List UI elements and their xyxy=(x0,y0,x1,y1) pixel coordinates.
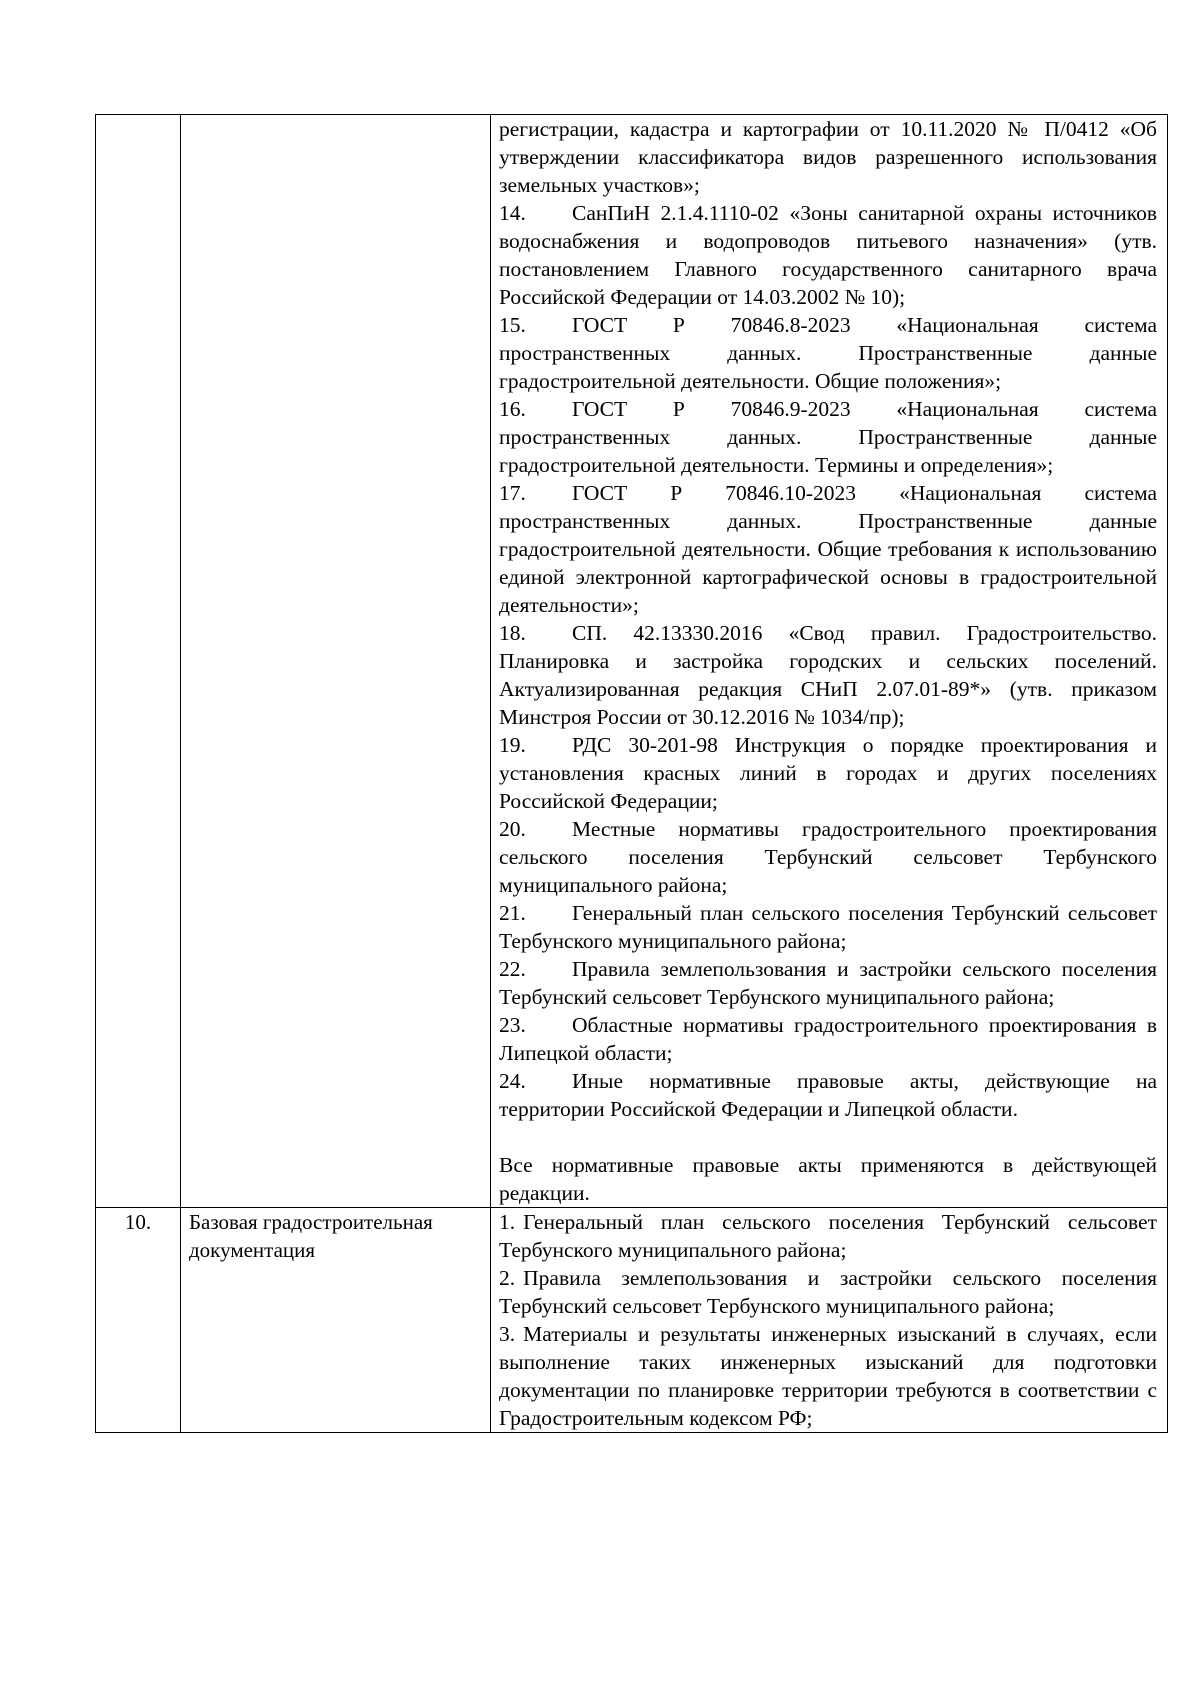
list-item xyxy=(499,311,1157,395)
row-name-cell: Базовая градостроительная документация xyxy=(181,1208,491,1433)
row-content-cell xyxy=(491,1208,1168,1433)
paragraph-spacer xyxy=(499,1123,1157,1151)
list-item xyxy=(499,899,1157,955)
item-text: СанПиН 2.1.4.1110-02 «Зоны санитарной охраны источников водоснабжения и водопроводов питьевого назначения» (утв. постановлением Главного государственного санитарного врача Российской Федерации от 14.03.2002 № 10); xyxy=(499,201,1157,309)
list-item xyxy=(499,619,1157,731)
list-item xyxy=(499,731,1157,815)
item-number: 2. xyxy=(499,1266,516,1290)
item-text: ГОСТ Р 70846.8-2023 «Национальная система пространственных данных. Пространственные данные градостроительной деятельности. Общие положения»; xyxy=(499,313,1157,393)
item-number: 3. xyxy=(499,1322,516,1346)
requirements-table xyxy=(95,114,1168,1433)
item-text: Областные нормативы градостроительного проектирования в Липецкой области; xyxy=(499,1013,1157,1065)
item-text: РДС 30-201-98 Инструкция о порядке проектирования и установления красных линий в городах и других поселениях Российской Федерации; xyxy=(499,733,1157,813)
item-text: Материалы и результаты инженерных изысканий в случаях, если выполнение таких инженерных изысканий для подготовки документации по планировке территории требуются в соответствии с Градостроительным кодексом РФ; xyxy=(499,1322,1157,1430)
item-text: ГОСТ Р 70846.9-2023 «Национальная система пространственных данных. Пространственные данные градостроительной деятельности. Термины и определения»; xyxy=(499,397,1157,477)
item-number: 19. xyxy=(499,733,526,757)
item-text: регистрации, кадастра и картографии от 10.11.2020 № П/0412 «Об утверждении классификатора видов разрешенного использования земельных участков»; xyxy=(499,117,1157,197)
item-number: 20. xyxy=(499,817,526,841)
list-item xyxy=(499,479,1157,619)
table-row-continued xyxy=(96,115,1168,1208)
list-item xyxy=(499,955,1157,1011)
item-text: Генеральный план сельского поселения Тербунский сельсовет Тербунского муниципального района; xyxy=(499,901,1157,953)
list-item xyxy=(499,115,1157,199)
row-number-cell xyxy=(96,115,181,1208)
item-number: 23. xyxy=(499,1013,526,1037)
item-number: 17. xyxy=(499,481,526,505)
item-number: 18. xyxy=(499,621,526,645)
item-text: Правила землепользования и застройки сельского поселения Тербунский сельсовет Тербунского муниципального района; xyxy=(499,1266,1157,1318)
list-item xyxy=(499,199,1157,311)
list-item xyxy=(499,1011,1157,1067)
row-name-cell xyxy=(181,115,491,1208)
closing-note: Все нормативные правовые акты применяются в действующей редакции. xyxy=(499,1153,1157,1205)
list-item xyxy=(499,1208,1157,1264)
table-row-10 xyxy=(96,1208,1168,1433)
item-number: 24. xyxy=(499,1069,526,1093)
item-text: ГОСТ Р 70846.10-2023 «Национальная система пространственных данных. Пространственные данные градостроительной деятельности. Общие требования к использованию единой электронной картографической основы в градостроительной деятельности»; xyxy=(499,481,1157,617)
list-item xyxy=(499,1067,1157,1123)
list-item xyxy=(499,815,1157,899)
item-text: СП. 42.13330.2016 «Свод правил. Градостроительство. Планировка и застройка городских и сельских поселений. Актуализированная редакция СНиП 2.07.01-89*» (утв. приказом Минстроя России от 30.12.2016 № 1034/пр); xyxy=(499,621,1157,729)
list-item xyxy=(499,395,1157,479)
item-number: 15. xyxy=(499,313,526,337)
row-number-cell: 10. xyxy=(96,1208,181,1433)
list-item xyxy=(499,1264,1157,1320)
item-number: 21. xyxy=(499,901,526,925)
item-number: 16. xyxy=(499,397,526,421)
item-text: Генеральный план сельского поселения Тербунский сельсовет Тербунского муниципального района; xyxy=(499,1210,1157,1262)
item-text: Правила землепользования и застройки сельского поселения Тербунский сельсовет Тербунского муниципального района; xyxy=(499,957,1157,1009)
item-number: 22. xyxy=(499,957,526,981)
row-content-cell xyxy=(491,115,1168,1208)
list-item xyxy=(499,1320,1157,1432)
item-number: 1. xyxy=(499,1210,516,1234)
item-number: 14. xyxy=(499,201,526,225)
item-text: Иные нормативные правовые акты, действующие на территории Российской Федерации и Липецкой области. xyxy=(499,1069,1157,1121)
item-text: Местные нормативы градостроительного проектирования сельского поселения Тербунский сельсовет Тербунского муниципального района; xyxy=(499,817,1157,897)
